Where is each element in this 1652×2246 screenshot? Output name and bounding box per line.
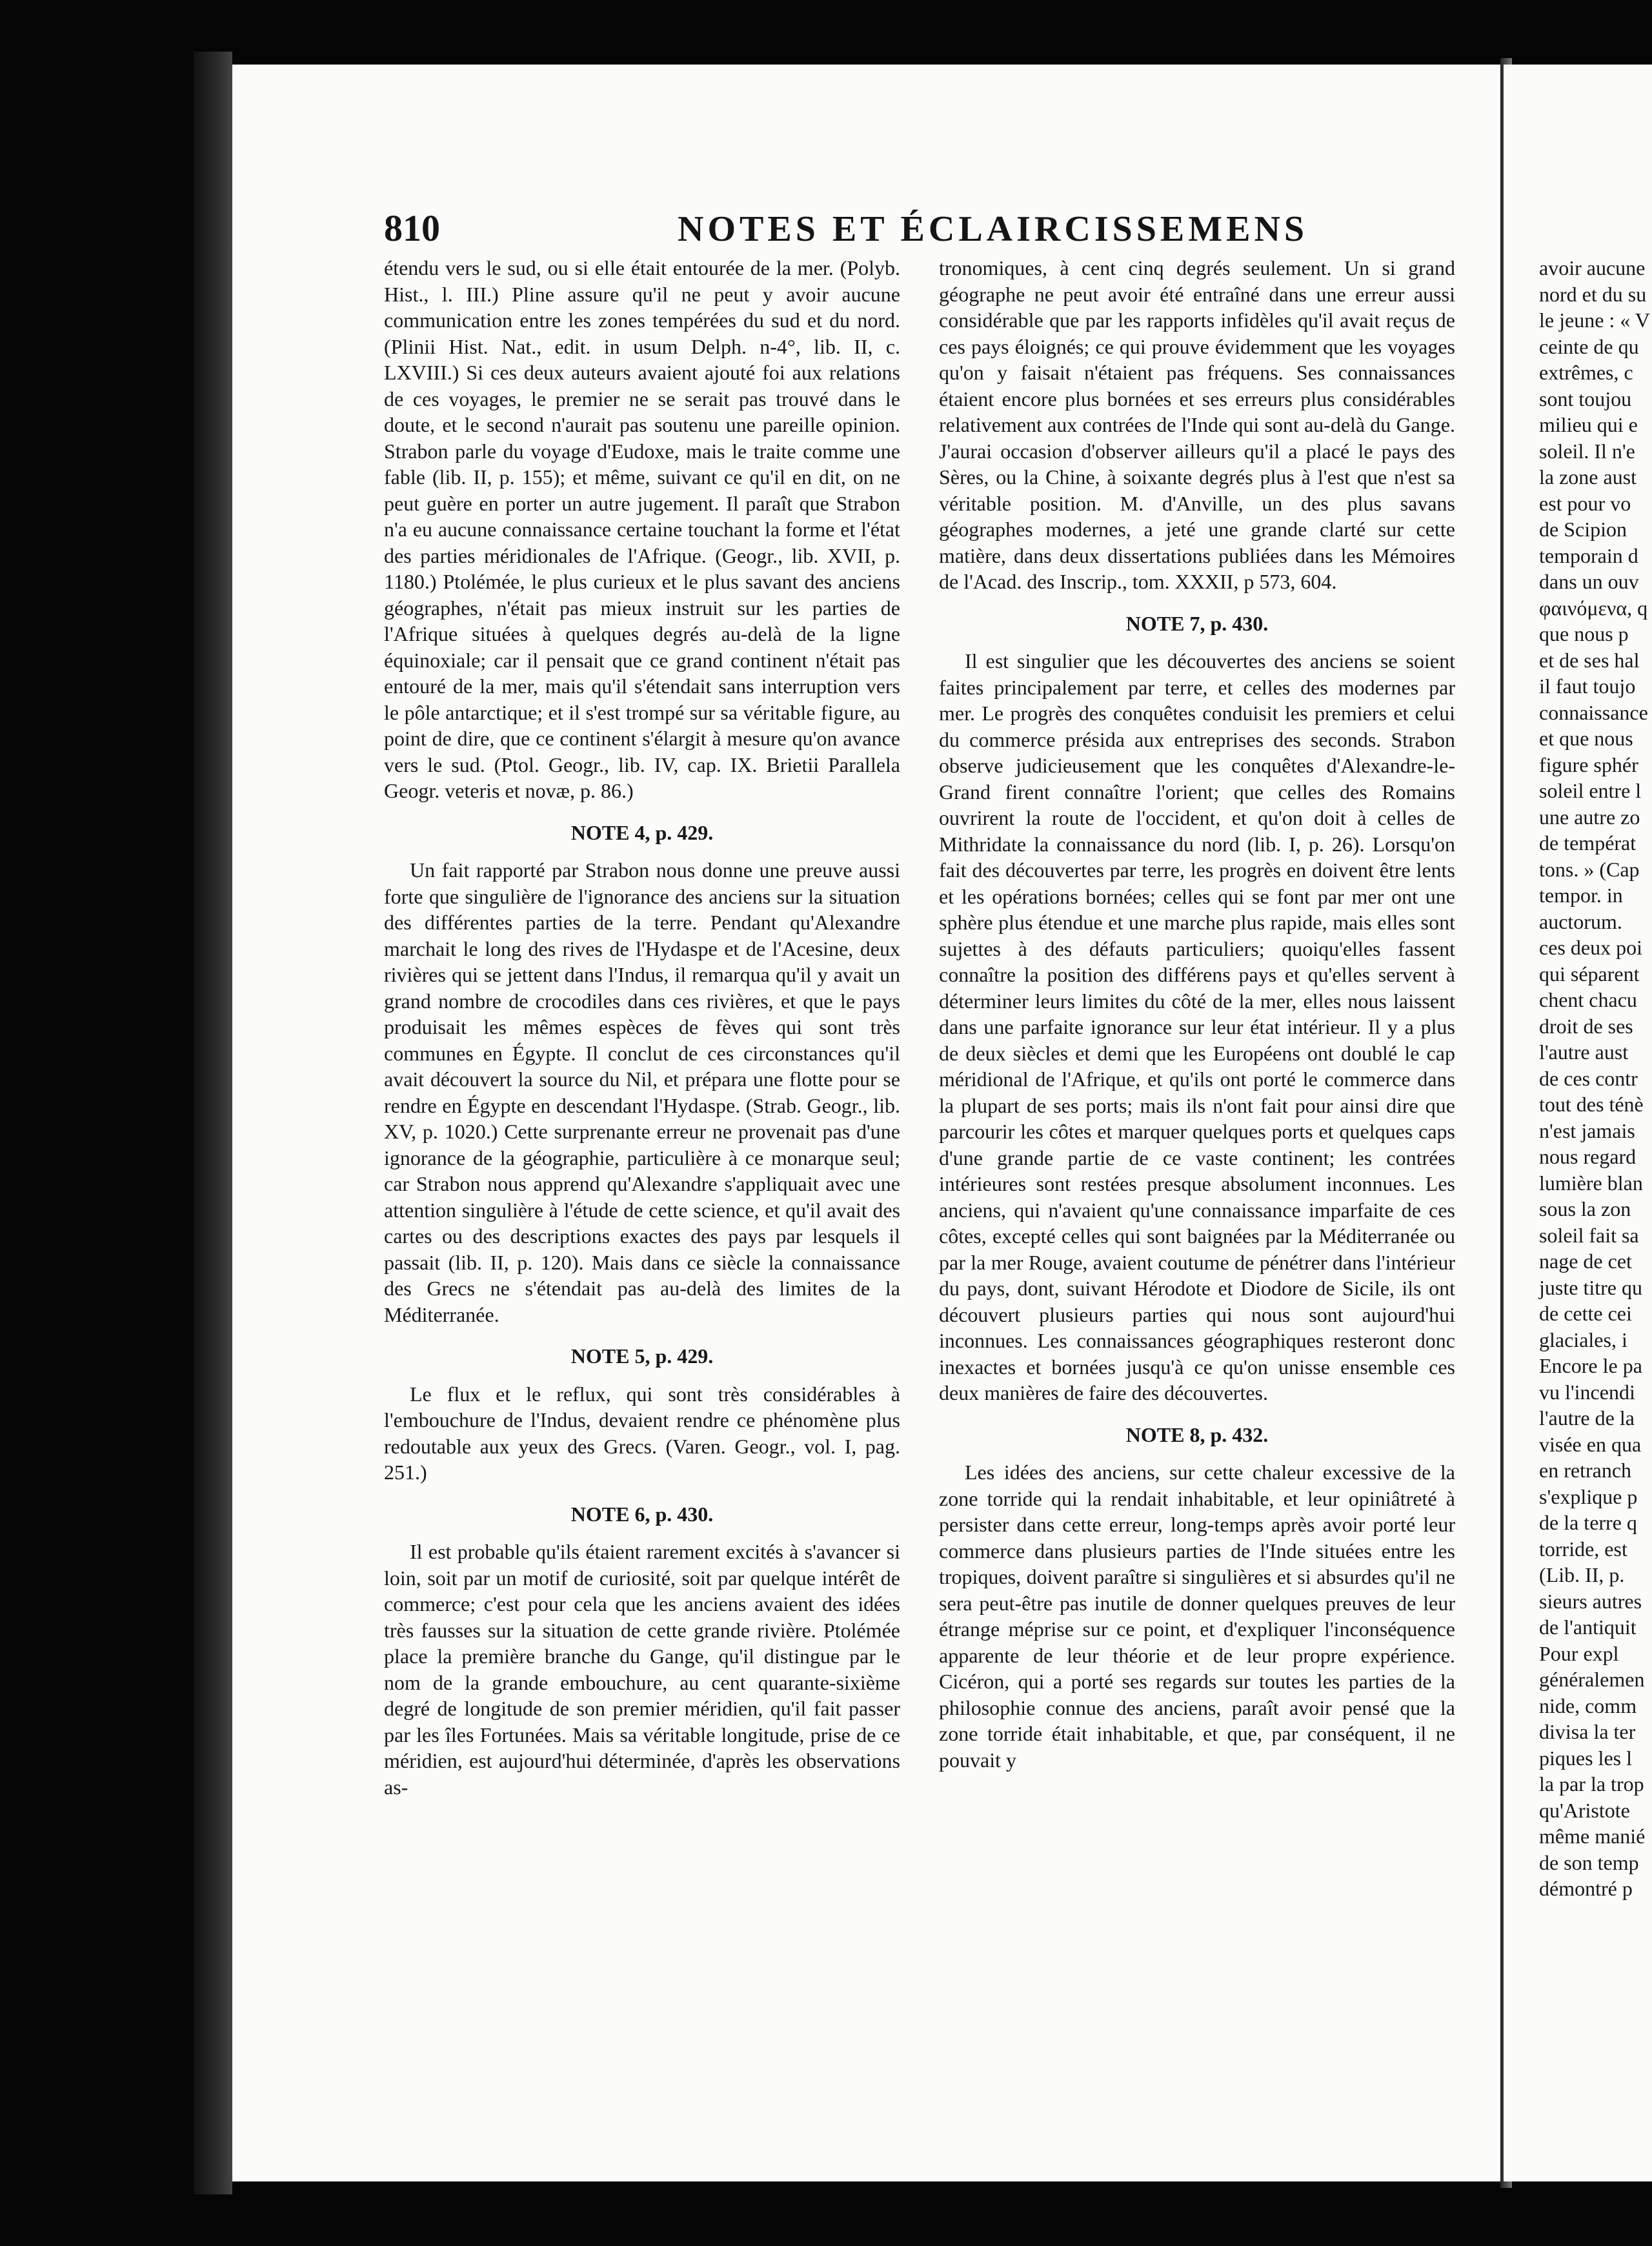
cropped-line: qu'Aristote bbox=[1539, 1798, 1630, 1822]
note-4-heading: NOTE 4, p. 429. bbox=[570, 820, 714, 844]
cropped-line: torride, est bbox=[1539, 1537, 1627, 1561]
note-6-text: Il est probable qu'ils étaient rarement excités à s'avancer si loin, soit par un motif de curiosité, soit par quelque intérêt de commerce; c'est pour cela que les anciens avaient des idées très fausses sur la situation de cette grande rivière. Ptolémée place la première branche du Gange, qu'il distingue par le nom de la grande embouchure, au cent quarante-sixième degré de longitude de son premier méridien, qu'il fait passer par les îles Fortunées. Mais sa véritable longitude, prise de ce méridien, est aujourd'hui déterminée, d'après les observations as- bbox=[384, 1540, 900, 1799]
cropped-line: une autre zo bbox=[1539, 805, 1640, 829]
cropped-line: avoir aucune bbox=[1539, 256, 1646, 279]
cropped-line: sont toujou bbox=[1539, 387, 1632, 410]
cropped-line: il faut toujo bbox=[1539, 674, 1636, 698]
note-5-heading: NOTE 5, p. 429. bbox=[570, 1344, 714, 1368]
cropped-line: φαινόμενα, q bbox=[1539, 596, 1648, 620]
cropped-line: que nous p bbox=[1539, 622, 1629, 645]
cropped-line: la par la trop bbox=[1539, 1772, 1644, 1796]
cropped-line: tout des ténè bbox=[1539, 1093, 1644, 1116]
cropped-line: temporain d bbox=[1539, 543, 1638, 567]
note-7-heading: NOTE 7, p. 430. bbox=[1125, 611, 1269, 635]
cropped-line: droit de ses bbox=[1539, 1014, 1633, 1038]
cropped-line: de ces contr bbox=[1539, 1066, 1638, 1090]
note-7-text: Il est singulier que les découvertes des anciens se soient faites principalement par terre, et celles des modernes par mer. Le progrès des conquêtes conduisit les premiers et celui du commerce présida aux entreprises des seconds. Strabon observe judicieusement que les conquêtes d'Alexandre-le-Grand firent connaître l'orient; que celles des Romains ouvrirent la route de l'occident, et qu'on doit à celles de Mithridate la connaissance du nord (lib. I, p. 26). Lorsqu'on fait des découvertes par terre, les progrès en doivent être lents et les opérations bornées; celles qui se font par mer ont une sphère plus étendue et une marche plus rapide, mais elles sont sujettes à des défauts particuliers; quoiqu'elles fassent connaître la position des différens pays et qu'elles servent à déterminer leurs limites du côté de la mer, elles nous laissent dans une parfaite ignorance sur leur état intérieur. Il y a plus de deux siècles et demi que les Européens ont doublé le cap méridional de l'Afrique, et qu'ils ont porté le commerce dans la plupart de ses ports; mais ils n'ont fait pour ainsi dire que parcourir les côtes et marquer quelques ports et quelques caps d'une grande partie de ce vaste continent; les contrées intérieures sont restées presque absolument inconnues. Les anciens, qui n'avaient qu'une connaissance imparfaite de ces côtes, excepté celles qui sont baignées par la Méditerranée ou par la mer Rouge, avaient coutume de pénétrer dans l'intérieur du pays, dont, suivant Hérodote et Diodore de Sicile, ils ont découvert plusieurs parties qui nous sont aujourd'hui inconnues. Les connaissances géographiques resteront donc inexactes et bornées jusqu'à ce qu'on unisse ensemble ces deux manières de faire des découvertes. bbox=[939, 649, 1455, 1404]
cropped-line: et que nous bbox=[1539, 727, 1633, 750]
cropped-line: le jeune : « V bbox=[1539, 309, 1650, 332]
cropped-line: même manié bbox=[1539, 1825, 1646, 1848]
cropped-line: tons. » (Cap bbox=[1539, 857, 1640, 881]
cropped-line: dans un ouv bbox=[1539, 570, 1639, 593]
cropped-line: Pour expl bbox=[1539, 1641, 1619, 1665]
cropped-line: sous la zon bbox=[1539, 1197, 1631, 1220]
cropped-line: divisa la ter bbox=[1539, 1720, 1636, 1743]
cropped-line: Encore le pa bbox=[1539, 1354, 1642, 1377]
page-number: 810 bbox=[384, 207, 440, 249]
cropped-line: de l'antiquit bbox=[1539, 1615, 1637, 1639]
cropped-line: milieu qui e bbox=[1539, 413, 1638, 436]
cropped-line: lumière blan bbox=[1539, 1171, 1643, 1195]
cropped-line: de Scipion bbox=[1539, 518, 1627, 541]
cropped-line: soleil entre l bbox=[1539, 779, 1642, 802]
cropped-line: ceinte de qu bbox=[1539, 334, 1639, 358]
cropped-line: nord et du su bbox=[1539, 282, 1647, 306]
cropped-line: auctorum. bbox=[1539, 909, 1622, 933]
cropped-line: nide, comm bbox=[1539, 1694, 1637, 1717]
cropped-line: figure sphér bbox=[1539, 753, 1638, 776]
cropped-line: qui séparent bbox=[1539, 962, 1640, 986]
cropped-line: la zone aust bbox=[1539, 465, 1637, 489]
cropped-line: vu l'incendi bbox=[1539, 1380, 1635, 1404]
note-4-text: Un fait rapporté par Strabon nous donne une preuve aussi forte que singulière de l'ignorance des anciens sur la situation des différentes parties de la terre. Pendant qu'Alexandre marchait le long des rives de l'Hydaspe et de l'Acesine, deux rivières qui se jettent dans l'Indus, il remarqua qu'il y avait un grand nombre de crocodiles dans ces rivières, et que le pays produisait les mêmes espèces de fèves qui sont très communes en Égypte. Il conclut de ces circonstances qu'il avait découvert la source du Nil, et prépara une flotte pour se rendre en Égypte en descendant l'Hydaspe. (Strab. Geogr., lib. XV, p. 1020.) Cette surprenante erreur ne provenait pas d'une ignorance de la géographie, particulière à ce monarque seul; car Strabon nous apprend qu'Alexandre s'appliquait avec une attention singulière à l'étude de cette science, et qu'il avait des cartes ou des descriptions exactes des pays par lesquels il passait (lib. II, p. 120). Mais dans ce siècle la connaissance des Grecs ne s'étendait pas au-delà des limites de la Méditerranée. bbox=[384, 858, 900, 1326]
cropped-line: piques les l bbox=[1539, 1746, 1632, 1770]
continued-paragraph-right: tronomiques, à cent cinq degrés seulement. Un si grand géographe ne peut avoir été entraîné dans une erreur aussi considérable que par les rapports infidèles qu'il avait reçus de ces pays éloignés; ce qui prouve évidemment que les voyages qu'on y faisait n'étaient pas fréquens. Ses connaissances étaient encore plus bornées et ses erreurs plus considérables relativement aux contrées de l'Inde qui sont au-delà du Gange. J'aurai occasion d'observer ailleurs qu'il a placé le pays des Sères, ou la Chine, à soixante degrés plus à l'est que n'est sa véritable position. M. d'Anville, un des plus savans géographes modernes, a jeté une grande clarté sur cette matière, dans deux dissertations publiées dans les Mémoires de l'Acad. des Inscrip., tom. XXXII, p 573, 604. bbox=[939, 256, 1455, 593]
cropped-line: de son temp bbox=[1539, 1850, 1639, 1874]
cropped-line: démontré p bbox=[1539, 1877, 1633, 1900]
cropped-line: généralemen bbox=[1539, 1668, 1645, 1691]
cropped-line: s'explique p bbox=[1539, 1484, 1638, 1508]
cropped-line: l'autre aust bbox=[1539, 1040, 1629, 1064]
note-6-heading: NOTE 6, p. 430. bbox=[570, 1502, 714, 1526]
cropped-line: nage de cet bbox=[1539, 1249, 1632, 1273]
gutter-shadow bbox=[194, 52, 232, 2194]
cropped-line: soleil fait sa bbox=[1539, 1223, 1639, 1247]
note-8-heading: NOTE 8, p. 432. bbox=[1125, 1422, 1269, 1446]
cropped-line: glaciales, i bbox=[1539, 1328, 1627, 1351]
cropped-line: de cette cei bbox=[1539, 1302, 1632, 1325]
cropped-line: nous regard bbox=[1539, 1145, 1637, 1168]
cropped-line: l'autre de la bbox=[1539, 1406, 1635, 1430]
cropped-line: n'est jamais bbox=[1539, 1118, 1635, 1142]
note-5-text: Le flux et le reflux, qui sont très considérables à l'embouchure de l'Indus, devaient rendre ce phénomène plus redoutable aux yeux des Grecs. (Varen. Geogr., vol. I, pag. 251.) bbox=[384, 1382, 900, 1484]
cropped-line: chent chacu bbox=[1539, 988, 1637, 1011]
cropped-line: de la terre q bbox=[1539, 1511, 1637, 1534]
cropped-line: extrêmes, c bbox=[1539, 361, 1633, 384]
cropped-line: connaissance bbox=[1539, 700, 1648, 724]
cropped-line: de températ bbox=[1539, 831, 1637, 855]
cropped-line: visée en qua bbox=[1539, 1432, 1642, 1456]
cropped-line: et de ses hal bbox=[1539, 648, 1640, 672]
cropped-line: sieurs autres bbox=[1539, 1589, 1642, 1613]
right-column bbox=[939, 255, 1455, 1773]
cropped-line: en retranch bbox=[1539, 1459, 1632, 1482]
cropped-line: juste titre qu bbox=[1539, 1275, 1642, 1299]
cropped-line: est pour vo bbox=[1539, 491, 1631, 515]
cropped-line: soleil. Il n'e bbox=[1539, 439, 1635, 463]
cropped-line: (Lib. II, p. bbox=[1539, 1563, 1625, 1586]
continued-paragraph: étendu vers le sud, ou si elle était entourée de la mer. (Polyb. Hist., l. III.) Pline assure qu'il ne peut y avoir aucune communication entre les zones tempérées du sud et du nord. (Plinii Hist. Nat., edit. in usum Delph. n-4°, lib. II, c. LXVIII.) Si ces deux auteurs avaient ajouté foi aux relations de ces voyages, le premier ne se serait pas trouvé dans le doute, et le second n'aurait pas soutenu une pareille opinion. Strabon parle du voyage d'Eudoxe, mais le traite comme une fable (lib. II, p. 155); et même, suivant ce qu'il en dit, on ne peut guère en porter un autre jugement. Il paraît que Strabon n'a eu aucune connaissance certaine touchant la forme et l'état des parties méridionales de l'Afrique. (Geogr., lib. XVII, p. 1180.) Ptolémée, le plus curieux et le plus savant des anciens géographes, n'était pas mieux instruit sur les parties de l'Afrique situées à quelques degrés au-delà de la ligne équinoxiale; car il pensait que ce grand continent n'était pas entouré de la mer, mais qu'il s'étendait sans interruption vers le pôle antarctique; et il s'est trompé sur sa véritable figure, au point de dire, que ce continent s'élargit à mesure qu'on avance vers le sud. (Ptol. Geogr., lib. IV, cap. IX. Brietii Parallela Geogr. veteris et novæ, p. 86.) bbox=[384, 256, 900, 802]
cropped-line: ces deux poi bbox=[1539, 936, 1642, 959]
left-column bbox=[384, 255, 900, 1800]
running-head: NOTES ET ÉCLAIRCISSEMENS bbox=[678, 209, 1309, 249]
cropped-line: tempor. in bbox=[1539, 884, 1623, 907]
note-8-text: Les idées des anciens, sur cette chaleur excessive de la zone torride qui la rendait inhabitable, et leur opiniâtreté à persister dans cette erreur, long-temps après avoir porté leur commerce dans plusieurs parties de l'Inde situées entre les tropiques, doivent paraître si singulières et si absurdes qu'il ne sera peut-être pas inutile de donner quelques preuves de leur étrange méprise sur ce point, et d'expliquer l'inconséquence apparente de leur théorie et de leur propre expérience. Cicéron, qui a porté ses regards sur toutes les parties de la philosophie connue des anciens, paraît avoir pensé que la zone torride était inhabitable, et que, par conséquent, il ne pouvait y bbox=[939, 1461, 1455, 1772]
cropped-next-page-column bbox=[1539, 255, 1652, 1902]
